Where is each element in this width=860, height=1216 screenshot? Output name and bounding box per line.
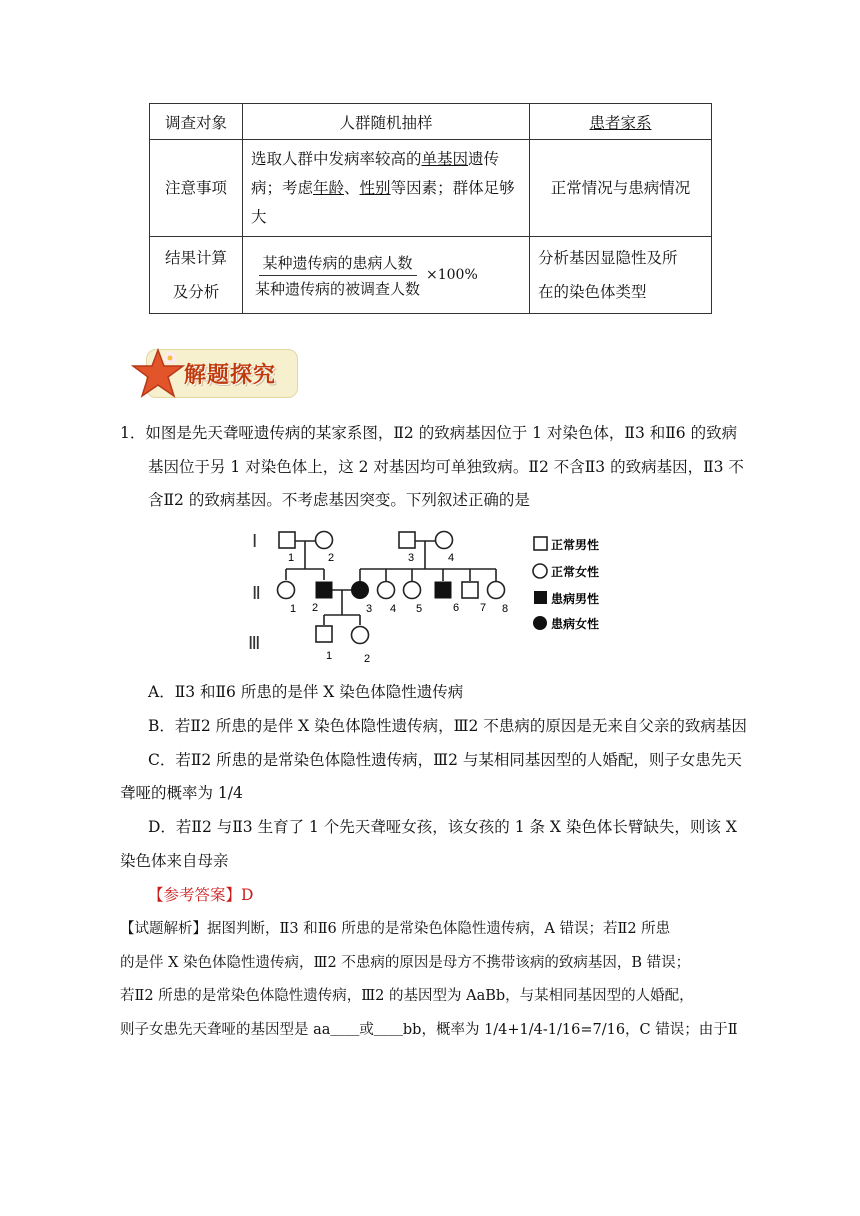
normal-female-symbol xyxy=(488,582,505,599)
solution-line: 则子女患先天聋哑的基因型是 aa＿＿或＿＿bb，概率为 1/4+1/4-1/16=7/16，C 错误；由于Ⅱ xyxy=(120,1022,738,1038)
generation-label: Ⅰ xyxy=(252,531,258,551)
solution-line: 的是伴 X 染色体隐性遗传病，Ⅲ2 不患病的原因是母方不携带该病的致病基因，B 错误； xyxy=(120,955,691,971)
normal-female-symbol xyxy=(278,582,295,599)
notes-cell xyxy=(243,140,530,237)
fraction-denominator: 某种遗传病的被调查人数 xyxy=(255,279,421,298)
individual-label: 1 xyxy=(290,603,297,615)
legend-label: 正常女性 xyxy=(551,565,600,579)
normal-female-symbol xyxy=(316,532,333,549)
individual-label: 8 xyxy=(502,603,509,615)
solution-label: 【试题解析】 xyxy=(120,921,207,937)
affected-female-symbol xyxy=(352,582,369,599)
individual-label: 1 xyxy=(288,552,295,564)
table-row xyxy=(150,140,712,237)
question-line: 基因位于另 1 对染色体上，这 2 对基因均可单独致病。Ⅱ2 不含Ⅱ3 的致病基因，Ⅱ3 不 xyxy=(148,458,744,476)
notes-text: 遗传病；考虑 xyxy=(251,149,500,197)
legend-label: 患病女性 xyxy=(551,617,600,631)
legend-normal-male-icon xyxy=(534,537,547,550)
individual-label: 3 xyxy=(408,552,415,564)
answer-label: 【参考答案】 xyxy=(148,886,242,904)
normal-female-symbol xyxy=(352,627,369,644)
normal-female-symbol xyxy=(436,532,453,549)
legend-label: 正常男性 xyxy=(551,538,600,552)
analysis-cell xyxy=(530,237,712,314)
formula-cell xyxy=(243,237,530,314)
notes-text: 单基因 xyxy=(421,149,469,168)
individual-label: 2 xyxy=(328,552,335,564)
table-header-row xyxy=(150,104,712,140)
pedigree-chart xyxy=(242,525,622,675)
legend-normal-female-icon xyxy=(533,564,547,578)
individual-label: 2 xyxy=(364,653,371,665)
table-row xyxy=(150,237,712,314)
individual-label: 4 xyxy=(390,603,397,615)
banner-title: 解题探究 xyxy=(184,362,277,388)
survey-comparison-table xyxy=(149,103,712,314)
solution-line: 若Ⅱ2 所患的是常染色体隐性遗传病，Ⅲ2 的基因型为 AaBb，与某相同基因型的人婚配， xyxy=(120,988,694,1004)
individual-label: 7 xyxy=(480,602,487,614)
notes-text: 年龄 xyxy=(313,178,345,197)
table-row-label: 注意事项 xyxy=(150,140,243,237)
solution-line xyxy=(120,914,670,944)
starfish-icon xyxy=(128,346,188,402)
answer-line xyxy=(148,880,253,910)
normal-male-symbol xyxy=(316,626,332,642)
individual-label: 2 xyxy=(312,602,319,614)
label-line: 及分析 xyxy=(172,283,220,301)
option-b: B．若Ⅱ2 所患的是伴 X 染色体隐性遗传病，Ⅲ2 不患病的原因是无来自父亲的致病基因 xyxy=(148,717,747,735)
individual-label: 6 xyxy=(453,602,460,614)
question-line xyxy=(120,418,737,448)
question-text: 如图是先天聋哑遗传病的某家系图，Ⅱ2 的致病基因位于 1 对染色体，Ⅱ3 和Ⅱ6 的致病 xyxy=(145,424,738,442)
affected-male-symbol xyxy=(435,582,451,598)
option-d: D．若Ⅱ2 与Ⅱ3 生育了 1 个先天聋哑女孩，该女孩的 1 条 X 染色体长臂缺失，则该 X xyxy=(148,818,737,836)
solution-text: 据图判断，Ⅱ3 和Ⅱ6 所患的是常染色体隐性遗传病，A 错误；若Ⅱ2 所患 xyxy=(207,921,671,937)
normal-male-symbol xyxy=(399,532,415,548)
option-a: A．Ⅱ3 和Ⅱ6 所患的是伴 X 染色体隐性遗传病 xyxy=(148,683,464,701)
table-header-cell: 调查对象 xyxy=(150,104,243,140)
individual-label: 1 xyxy=(326,650,333,662)
individual-label: 5 xyxy=(416,603,423,615)
analysis-line: 在的染色体类型 xyxy=(538,283,647,301)
legend-affected-male-icon xyxy=(534,591,547,604)
generation-label: Ⅲ xyxy=(248,633,261,653)
notes-text: 性别 xyxy=(359,178,391,197)
legend-affected-female-icon xyxy=(533,616,547,630)
table-row-label xyxy=(150,237,243,314)
affected-male-symbol xyxy=(316,582,332,598)
fraction-numerator: 某种遗传病的患病人数 xyxy=(259,252,417,276)
table-header-cell: 患者家系 xyxy=(530,104,712,140)
option-c-cont: 聋哑的概率为 1/4 xyxy=(120,784,243,802)
label-line: 结果计算 xyxy=(164,249,227,267)
individual-label: 4 xyxy=(448,552,455,564)
incidence-fraction xyxy=(251,252,424,299)
table-header-cell: 人群随机抽样 xyxy=(243,104,530,140)
analysis-line: 分析基因显隐性及所 xyxy=(538,249,678,267)
notes-family-cell: 正常情况与患病情况 xyxy=(530,140,712,237)
legend-label: 患病男性 xyxy=(551,592,600,606)
normal-male-symbol xyxy=(462,582,478,598)
normal-male-symbol xyxy=(279,532,295,548)
normal-female-symbol xyxy=(378,582,395,599)
answer-value: D xyxy=(241,886,254,904)
question-line: 含Ⅱ2 的致病基因。不考虑基因突变。下列叙述正确的是 xyxy=(148,491,530,509)
notes-text: 等因素；群体足够大 xyxy=(251,178,515,226)
multiplier: ×100% xyxy=(426,267,478,283)
notes-text: 选取人群中发病率较高的 xyxy=(251,149,422,168)
individual-label: 3 xyxy=(366,603,373,615)
notes-text: 、 xyxy=(344,178,360,197)
normal-female-symbol xyxy=(404,582,421,599)
question-number: 1． xyxy=(120,424,146,442)
option-d-cont: 染色体来自母亲 xyxy=(120,852,229,870)
option-c: C．若Ⅱ2 所患的是常染色体隐性遗传病，Ⅲ2 与某相同基因型的人婚配，则子女患先天 xyxy=(148,751,742,769)
generation-label: Ⅱ xyxy=(252,583,261,603)
